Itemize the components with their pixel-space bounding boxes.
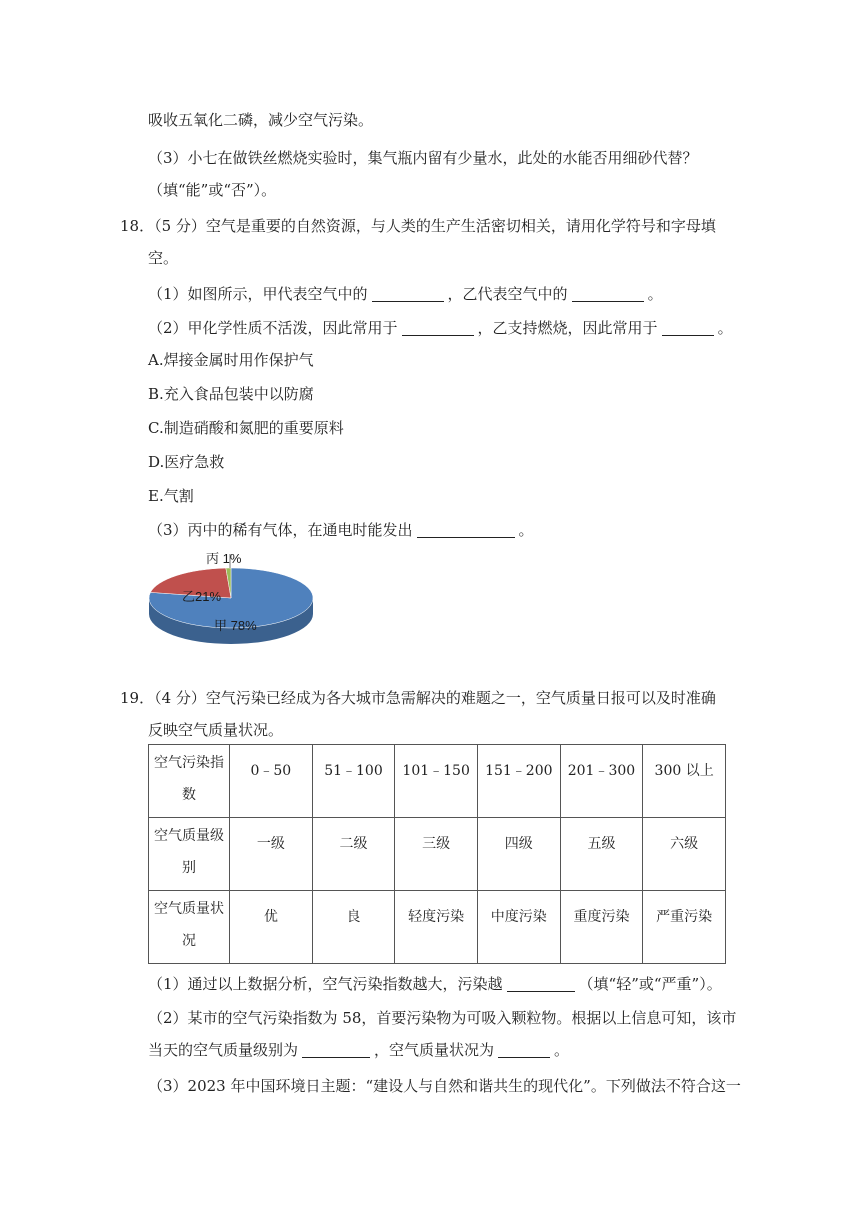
answer-blank[interactable] [572, 285, 644, 302]
q18-3-text-a: （3）丙中的稀有气体，在通电时能发出 [148, 521, 413, 539]
answer-blank[interactable] [417, 521, 515, 538]
pie-label-yi: 乙21% [182, 589, 222, 604]
table-cell: 0﹣50 [230, 745, 313, 818]
q19-2-text-b: 当天的空气质量级别为 [148, 1041, 299, 1059]
answer-blank[interactable] [507, 975, 575, 992]
table-cell: 101﹣150 [395, 745, 478, 818]
answer-blank[interactable] [372, 285, 444, 302]
question-19-part2: （2）某市的空气污染指数为 58，首要污染物为可吸入颗粒物。根据以上信息可知，该市 [148, 1009, 737, 1027]
answer-blank[interactable] [498, 1041, 550, 1058]
table-row [149, 745, 726, 818]
question-19-stem-cont: 反映空气质量状况。 [148, 721, 284, 739]
q18-2-text-c: 。 [717, 319, 733, 337]
question-19-stem: 19．（4 分）空气污染已经成为各大城市急需解决的难题之一，空气质量日报可以及时准确 [120, 689, 716, 707]
option-b: B.充入食品包装中以防腐 [148, 385, 314, 403]
table-cell: 中度污染 [477, 891, 560, 964]
table-row [149, 891, 726, 964]
pie-label-jia: 甲 78% [214, 618, 257, 633]
table-cell: 二级 [312, 818, 395, 891]
table-cell: 151﹣200 [477, 745, 560, 818]
option-a: A.焊接金属时用作保护气 [148, 351, 314, 369]
table-cell: 三级 [395, 818, 478, 891]
option-d: D.医疗急救 [148, 453, 225, 471]
table-cell: 良 [312, 891, 395, 964]
question-18-stem: 18．（5 分）空气是重要的自然资源，与人类的生产生活密切相关，请用化学符号和字母填 [120, 217, 716, 235]
table-cell: 空气质量级别 [149, 818, 230, 891]
table-cell: 51﹣100 [312, 745, 395, 818]
q19-2-text-c: ，空气质量状况为 [374, 1041, 495, 1059]
q18-1-text-a: （1）如图所示，甲代表空气中的 [148, 285, 368, 303]
option-c: C.制造硝酸和氮肥的重要原料 [148, 419, 344, 437]
q18-3-text-b: 。 [518, 521, 534, 539]
answer-blank[interactable] [302, 1041, 370, 1058]
q19-1-text-a: （1）通过以上数据分析，空气污染指数越大，污染越 [148, 975, 503, 993]
table-cell: 一级 [230, 818, 313, 891]
table-cell: 四级 [477, 818, 560, 891]
question-18-stem-cont: 空。 [148, 249, 179, 267]
table-cell: 空气质量状况 [149, 891, 230, 964]
q18-1-text-b: ，乙代表空气中的 [447, 285, 568, 303]
question-18-part3 [148, 520, 534, 540]
table-cell: 201﹣300 [560, 745, 643, 818]
q19-1-text-b: （填“轻”或“严重”）。 [578, 975, 722, 993]
answer-blank[interactable] [402, 319, 474, 336]
table-cell: 严重污染 [643, 891, 726, 964]
aqi-table [148, 744, 726, 964]
question-19-part1 [148, 974, 722, 994]
table-cell: 优 [230, 891, 313, 964]
pie-label-bing: 丙 1% [206, 551, 242, 566]
table-cell: 五级 [560, 818, 643, 891]
q19-2-text-d: 。 [554, 1041, 570, 1059]
option-e: E.气割 [148, 487, 194, 505]
table-cell: 重度污染 [560, 891, 643, 964]
q18-2-text-b: ，乙支持燃烧，因此常用于 [477, 319, 658, 337]
question-18-part2 [148, 318, 733, 338]
table-row [149, 818, 726, 891]
q18-2-text-a: （2）甲化学性质不活泼，因此常用于 [148, 319, 398, 337]
question-19-part3: （3）2023 年中国环境日主题：“建设人与自然和谐共生的现代化”。下列做法不符合这一 [148, 1077, 741, 1095]
question-19-part2-cont [148, 1040, 569, 1060]
table-cell: 六级 [643, 818, 726, 891]
question-17-part3-hint: （填“能”或“否”）。 [148, 181, 277, 199]
answer-continuation: 吸收五氧化二磷，减少空气污染。 [148, 111, 374, 129]
q18-1-text-c: 。 [647, 285, 663, 303]
table-cell: 空气污染指数 [149, 745, 230, 818]
table-cell: 轻度污染 [395, 891, 478, 964]
answer-blank[interactable] [662, 319, 714, 336]
air-composition-pie-chart [146, 540, 321, 672]
table-cell: 300 以上 [643, 745, 726, 818]
question-17-part3: （3）小七在做铁丝燃烧实验时，集气瓶内留有少量水，此处的水能否用细砂代替？ [148, 149, 698, 167]
question-18-part1 [148, 284, 663, 304]
